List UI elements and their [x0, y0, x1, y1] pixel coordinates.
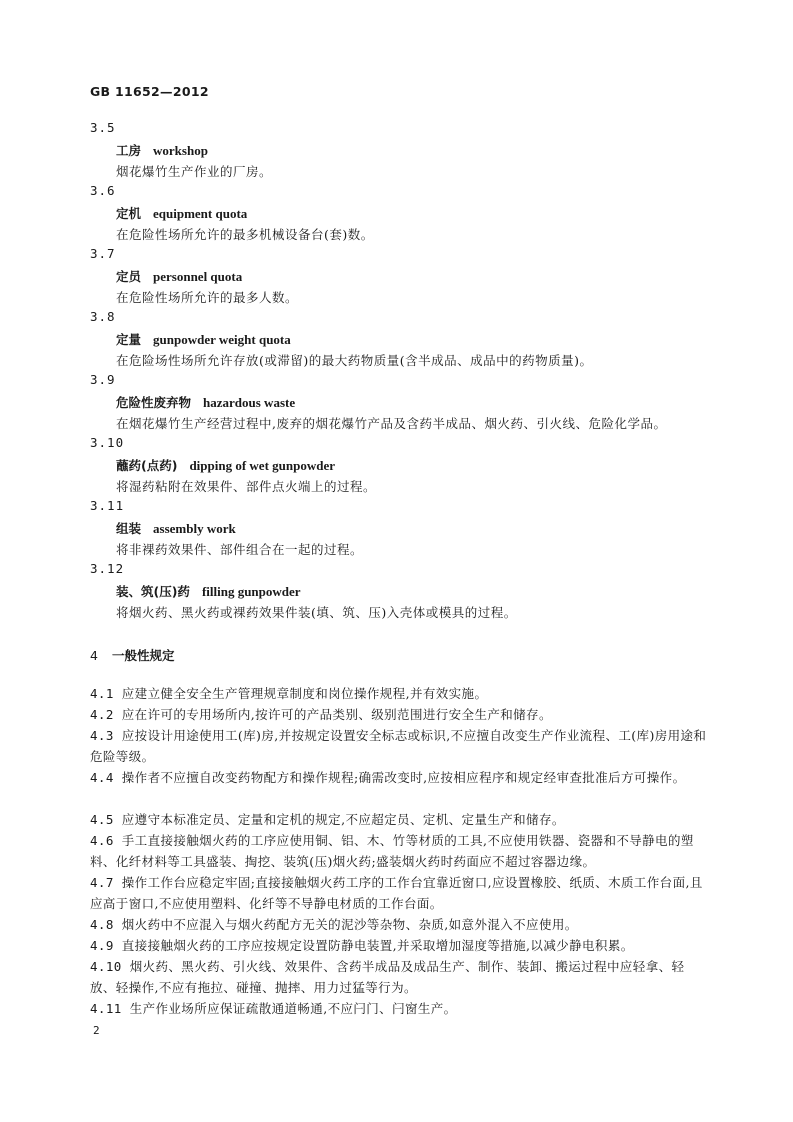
clause-4-9 [90, 935, 708, 956]
definition-term [116, 582, 301, 600]
term-chinese: 工房 [116, 143, 142, 158]
clause-text: 应在许可的专用场所内,按许可的产品类别、级别范围进行安全生产和储存。 [121, 707, 552, 722]
clause-text: 操作者不应擅自改变药物配方和操作规程;确需改变时,应按相应程序和规定经审查批准后方可操作。 [121, 770, 686, 785]
clause-4-10 [90, 956, 708, 998]
definition-number: 3.8 [90, 309, 116, 324]
section-title: 一般性规定 [111, 648, 175, 663]
term-chinese: 定员 [116, 269, 142, 284]
definition-term [116, 141, 208, 159]
definition-number: 3.12 [90, 561, 125, 576]
clause-4-6 [90, 830, 708, 872]
clause-number: 4.6 [90, 833, 114, 848]
term-english: gunpowder weight quota [153, 332, 291, 347]
clause-text: 直接接触烟火药的工序应按规定设置防静电装置,并采取增加湿度等措施,以减少静电积累。 [121, 938, 634, 953]
clause-number: 4.10 [90, 959, 122, 974]
definition-text: 在危险场性场所允许存放(或滞留)的最大药物质量(含半成品、成品中的药物质量)。 [116, 353, 593, 368]
definition-number: 3.7 [90, 246, 116, 261]
clause-number: 4.9 [90, 938, 114, 953]
definition-term [116, 456, 335, 474]
definition-number: 3.5 [90, 120, 116, 135]
definition-text: 烟花爆竹生产作业的厂房。 [116, 164, 273, 179]
clause-4-11 [90, 998, 708, 1019]
clause-number: 4.3 [90, 728, 114, 743]
clause-number: 4.7 [90, 875, 114, 890]
definition-number: 3.9 [90, 372, 116, 387]
clause-text: 烟火药、黑火药、引火线、效果件、含药半成品及成品生产、制作、装卸、搬运过程中应轻拿、轻放、轻操作,不应有拖拉、碰撞、抛摔、用力过猛等行为。 [90, 959, 685, 995]
term-english: dipping of wet gunpowder [189, 458, 335, 473]
clause-text: 手工直接接触烟火药的工序应使用铜、铝、木、竹等材质的工具,不应使用铁器、瓷器和不导静电的塑料、化纤材料等工具盛装、掏挖、装筑(压)烟火药;盛装烟火药时药面应不超过容器边缘。 [90, 833, 694, 869]
clause-text: 应按设计用途使用工(库)房,并按规定设置安全标志或标识,不应擅自改变生产作业流程、工(库)房用途和危险等级。 [90, 728, 707, 764]
definition-term [116, 267, 242, 285]
clause-text: 生产作业场所应保证疏散通道畅通,不应闩门、闩窗生产。 [129, 1001, 457, 1016]
clause-number: 4.8 [90, 917, 114, 932]
term-chinese: 组装 [116, 521, 142, 536]
term-chinese: 蘸药(点药) [116, 458, 178, 473]
term-chinese: 装、筑(压)药 [116, 584, 190, 599]
standard-number-header: GB 11652—2012 [90, 84, 209, 99]
section-number: 4 [90, 648, 98, 663]
definition-text: 在危险性场所允许的最多人数。 [116, 290, 299, 305]
clause-number: 4.5 [90, 812, 114, 827]
clause-4-5 [90, 809, 708, 830]
clause-number: 4.2 [90, 707, 114, 722]
term-chinese: 定机 [116, 206, 142, 221]
definition-term [116, 519, 236, 537]
definition-text: 在危险性场所允许的最多机械设备台(套)数。 [116, 227, 374, 242]
clause-text: 应遵守本标准定员、定量和定机的规定,不应超定员、定机、定量生产和储存。 [121, 812, 565, 827]
definition-text: 将烟火药、黑火药或裸药效果件装(填、筑、压)入壳体或模具的过程。 [116, 605, 517, 620]
definition-text: 将湿药粘附在效果件、部件点火端上的过程。 [116, 479, 377, 494]
clause-4-3 [90, 725, 708, 767]
term-english: workshop [153, 143, 208, 158]
term-english: equipment quota [153, 206, 248, 221]
clause-text: 应建立健全安全生产管理规章制度和岗位操作规程,并有效实施。 [121, 686, 488, 701]
term-english: personnel quota [153, 269, 243, 284]
term-english: assembly work [153, 521, 236, 536]
clause-4-4 [90, 767, 708, 788]
term-english: filling gunpowder [201, 584, 301, 599]
clause-4-8 [90, 914, 708, 935]
term-chinese: 定量 [116, 332, 142, 347]
clause-4-7 [90, 872, 708, 914]
section-heading [90, 646, 174, 664]
term-chinese: 危险性废弃物 [116, 395, 192, 410]
definition-term [116, 204, 247, 222]
definition-number: 3.6 [90, 183, 116, 198]
page-number: 2 [93, 1024, 100, 1037]
term-english: hazardous waste [203, 395, 296, 410]
clause-4-2 [90, 704, 708, 725]
definition-term [116, 330, 291, 348]
clause-number: 4.4 [90, 770, 114, 785]
clause-4-1 [90, 683, 708, 704]
clause-number: 4.11 [90, 1001, 122, 1016]
definition-number: 3.11 [90, 498, 125, 513]
definition-term [116, 393, 295, 411]
clause-number: 4.1 [90, 686, 114, 701]
definition-text: 将非裸药效果件、部件组合在一起的过程。 [116, 542, 364, 557]
definition-number: 3.10 [90, 435, 125, 450]
clause-text: 烟火药中不应混入与烟火药配方无关的泥沙等杂物、杂质,如意外混入不应使用。 [121, 917, 578, 932]
definition-text: 在烟花爆竹生产经营过程中,废弃的烟花爆竹产品及含药半成品、烟火药、引火线、危险化学品。 [116, 416, 667, 431]
clause-text: 操作工作台应稳定牢固;直接接触烟火药工序的工作台宜靠近窗口,应设置橡胶、纸质、木质工作台面,且应高于窗口,不应使用塑料、化纤等不导静电材质的工作台面。 [90, 875, 703, 911]
